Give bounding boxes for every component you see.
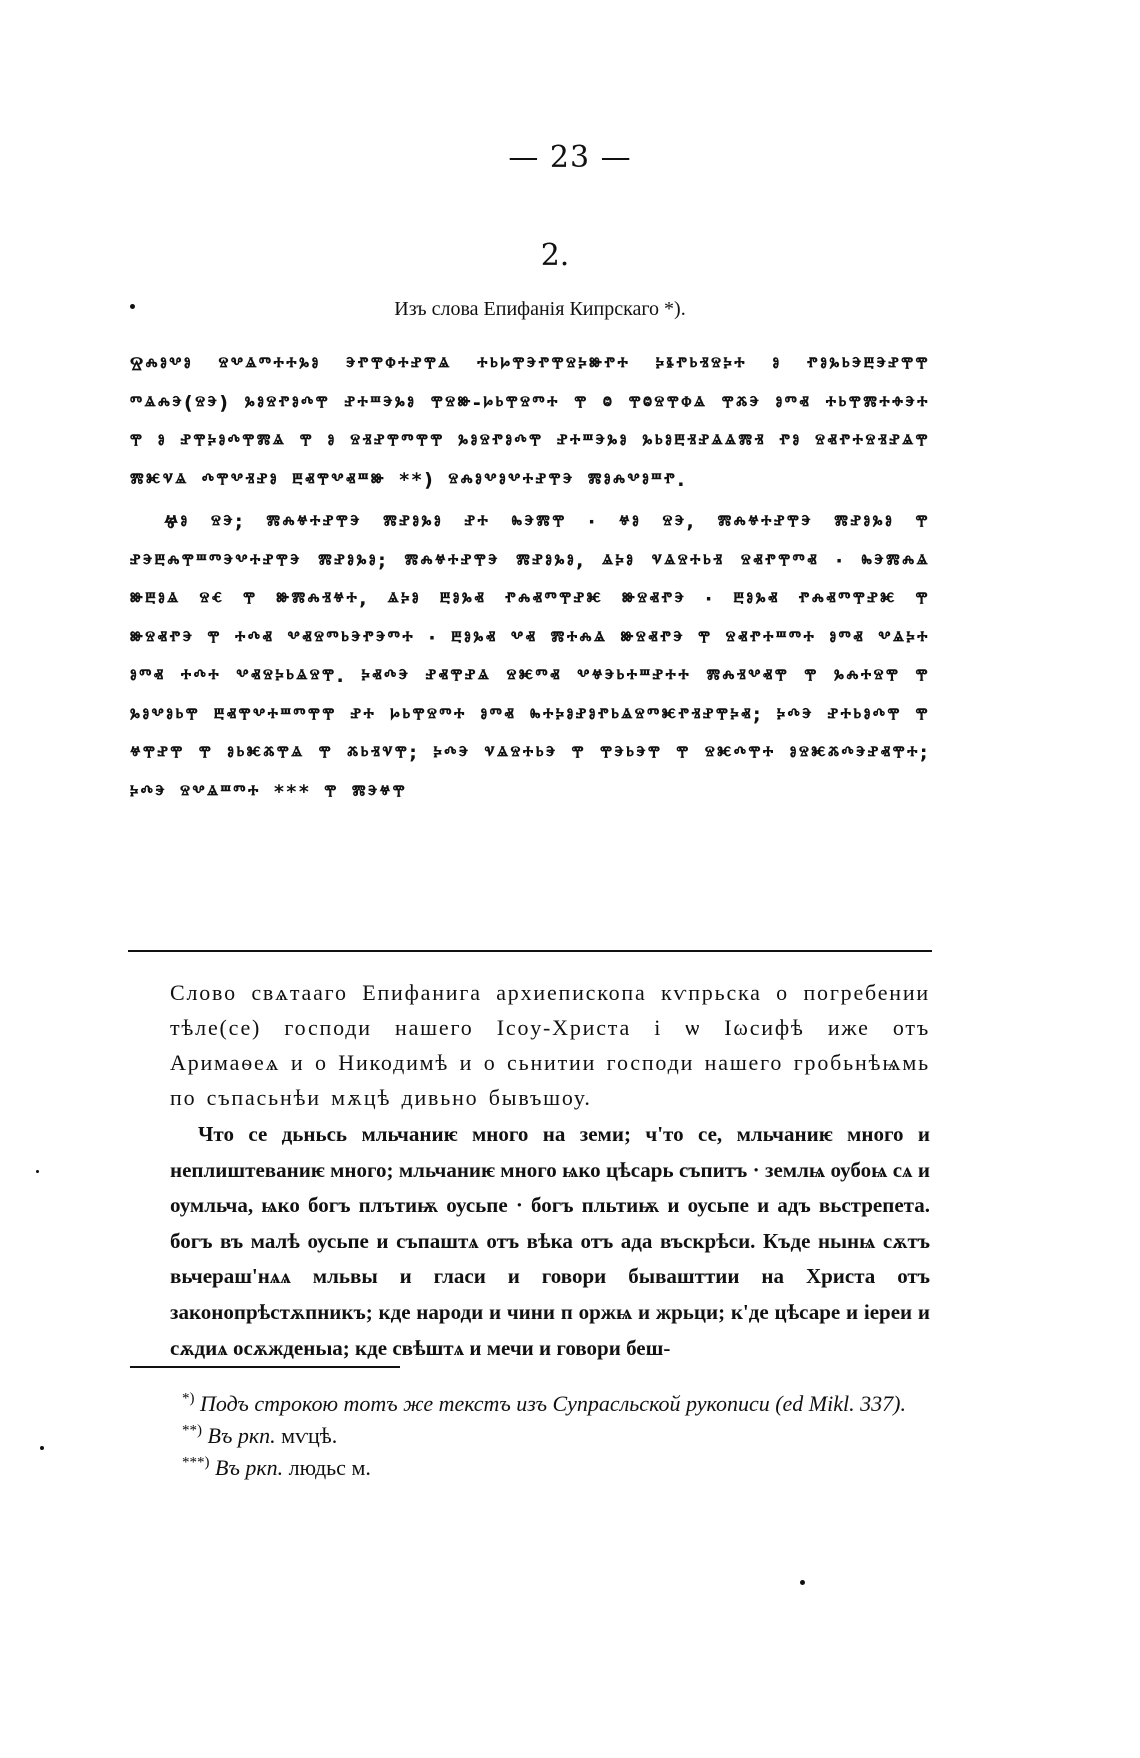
print-speck <box>40 1446 44 1450</box>
cyrillic-intro: Слово свѧтааго Епифанига архиепископа кѵпрьска о погребении тѣле(се) господи нашего Іcoy-Христа і ѡ Іωсифѣ иже отъ Аримаѳеѧ и о Никодимѣ и о сьнитии господи нашего гробьнѣѩмь по съпасьнѣи мѫцѣ дивьно бывъшоу. <box>170 980 930 1110</box>
footnote-2 <box>130 1420 930 1452</box>
section-title: Изъ слова Епифанія Кипрскаго *). <box>394 298 686 320</box>
print-speck <box>36 1170 39 1173</box>
footnotes <box>130 1388 930 1484</box>
footnote-3-mark: ***) <box>182 1454 210 1471</box>
print-speck <box>800 1580 805 1585</box>
print-speck <box>130 304 135 309</box>
footnote-2-mark: **) <box>182 1422 202 1439</box>
footnote-1 <box>130 1388 930 1420</box>
glagolitic-paragraph-2: Ⱍⱁ ⱄⰵ; ⰿⰾⱍⰰⱀⰹⰵ ⰿⱀⱁⰳⱁ ⱀⰰ ⰸⰵⰿⰹ · ⱍⱁ ⱄⰵ, ⰿⰾⱍⰰⱀⰹⰵ ⰿⱀⱁⰳⱁ ⰹ ⱀⰵⰱⰾⰹⱎⱅⰵⰲⰰⱀⰹⰵ ⰿⱀⱁⰳⱁ; ⰿⰾⱍⰰⱀⰹⰵ ⰿⱀⱁⰳⱁ, ⱑⰽⱁ ⱌⱑⱄⰰⱃⱐ ⱄⱏⱂⰹⱅⱏ · ⰸⰵⰿⰾⱑ ⱆⰱⱁⱑ ⱄⱔ ⰹ ⱆⰿⰾⱐⱍⰰ, ⱑⰽⱁ ⰱⱁⰳⱏ ⱂⰾⱏⱅⰹⱀⱘ ⱆⱄⱏⱂⰵ · ⰱⱁⰳⱏ ⱂⰾⱏⱅⰹⱀⱘ ⰹ ⱆⱄⱏⱂⰵ ⰹ ⰰⰴⱏ ⰲⱏⱄⱅⱃⰵⱂⰵⱅⰰ · ⰱⱁⰳⱏ ⰲⱏ ⰿⰰⰾⱑ ⱆⱄⱏⱂⰵ ⰹ ⱄⱏⱂⰰⱎⱅⰰ ⱁⱅⱏ ⰲⱑⰽⰰ ⱁⱅⱏ ⰰⰴⰰ ⰲⱏⱄⰽⱃⱑⱄⰹ. ⰽⱏⰴⰵ ⱀⱏⰹⱀⱑ ⱄⱘⱅⱏ ⰲⱍⰵⱃⰰⱎⱀⰰⰰ ⰿⰾⱐⰲⱏⰹ ⰹ ⰳⰾⰰⱄⰹ ⰹ ⰳⱁⰲⱁⱃⰹ ⰱⱏⰹⰲⰰⱎⱅⰹⰹ ⱀⰰ ⱈⱃⰹⱄⱅⰰ ⱁⱅⱏ ⰸⰰⰽⱁⱀⱁⱂⱃⱑⱄⱅⱘⱂⱐⱀⰹⰽⱏ; ⰽⰴⰵ ⱀⰰⱃⱁⰴⰹ ⰹ ⱍⰹⱀⰹ ⰹ ⱁⱃⱘⰶⰹⱑ ⰹ ⰶⱃⱐⱌⰹ; ⰽⰴⰵ ⱌⱑⱄⰰⱃⰵ ⰹ ⰹⰵⱃⰵⰹ ⰹ ⱄⱘⰴⰹⰰ ⱁⱄⱘⰶⰴⰵⱀⱏⰹⰰ; ⰽⰴⰵ ⱄⰲⱑⱎⱅⰰ *** ⰹ ⰿⰵⱍⰹ <box>130 511 930 803</box>
section-number: 2. <box>540 238 570 273</box>
footnote-2-text: мѵцѣ. <box>281 1423 338 1448</box>
footnote-divider <box>130 1366 400 1368</box>
footnote-1-mark: *) <box>182 1390 195 1407</box>
glagolitic-paragraph-1: Ⱄⰾⱁⰲⱁ ⱄⰲⱑⱅⰰⰰⰳⱁ ⰵⱂⰹⱇⰰⱀⰹⱑ ⰰⱃⱈⰹⰵⱂⰹⱄⰽⱆⱂⰰ ⰽⱛⱂⱃⱐⱄⰽⰰ ⱁ ⱂⱁⰳⱃⰵⰱⰵⱀⰹⰹ ⱅⱑⰾⰵ(ⱄⰵ) ⰳⱁⱄⱂⱁⰴⰹ ⱀⰰⱎⰵⰳⱁ ⰹⱄⱆ-ⱈⱃⰹⱄⱅⰰ ⰹ ⱉ ⰹⱉⱄⰹⱇⱑ ⰹⰶⰵ ⱁⱅⱏ ⰰⱃⰹⰿⰰⱚⰵⰰ ⰹ ⱁ ⱀⰹⰽⱁⰴⰹⰿⱑ ⰹ ⱁ ⱄⱐⱀⰹⱅⰹⰹ ⰳⱁⱄⱂⱁⰴⰹ ⱀⰰⱎⰵⰳⱁ ⰳⱃⱁⰱⱐⱀⱑⱑⰿⱐ ⱂⱁ ⱄⱏⱂⰰⱄⱐⱀⱑⰹ ⰿⱘⱌⱑ ⰴⰹⰲⱐⱀⱁ ⰱⱏⰹⰲⱏⱎⱆ **) ⱄⰾⱁⰲⱁⰲⰰⱀⰹⰵ ⰿⱁⰾⰲⱁⱎⱂ. <box>130 353 930 491</box>
footnote-3 <box>130 1452 930 1484</box>
text-divider <box>128 950 932 952</box>
page-number: — 23 — <box>508 140 632 175</box>
footnote-1-text: Подъ строкою тотъ же текстъ изъ Супрасльской рукописи (ed Mikl. 337). <box>200 1391 906 1416</box>
cyrillic-paragraph: Что се дьньсь мльчаниѥ много на земи; ч'то се, мльчаниѥ много и неплиштеваниѥ много; мльчаниѥ много ѩко цѣсарь съпитъ · землѩ оубоѩ сѧ и оумльча, ѩко богъ плътиѭ оусьпе · богъ пльтиѭ и оусьпе и адъ вьстрепета. богъ въ малѣ оусьпе и съпаштѧ отъ вѣка отъ ада въскрѣси. Къде ньıнѩ сѫтъ вьчераш'нѧѧ мльвы и гласи и говори бывашттии на Христа отъ законопрѣстѫпникъ; кде народи и чини п оржѩ и жрьци; к'де цѣсаре и іереи и сѫдиѧ осѫжденьıа; кде свѣштѧ и мечи и говори беш- <box>170 1122 930 1360</box>
footnote-3-italic: Въ ркп. <box>215 1455 284 1480</box>
footnote-3-text: людьс м. <box>288 1455 371 1480</box>
footnote-2-italic: Въ ркп. <box>207 1423 276 1448</box>
cyrillic-transliteration-block <box>170 975 930 1366</box>
glagolitic-text-block <box>130 345 930 815</box>
